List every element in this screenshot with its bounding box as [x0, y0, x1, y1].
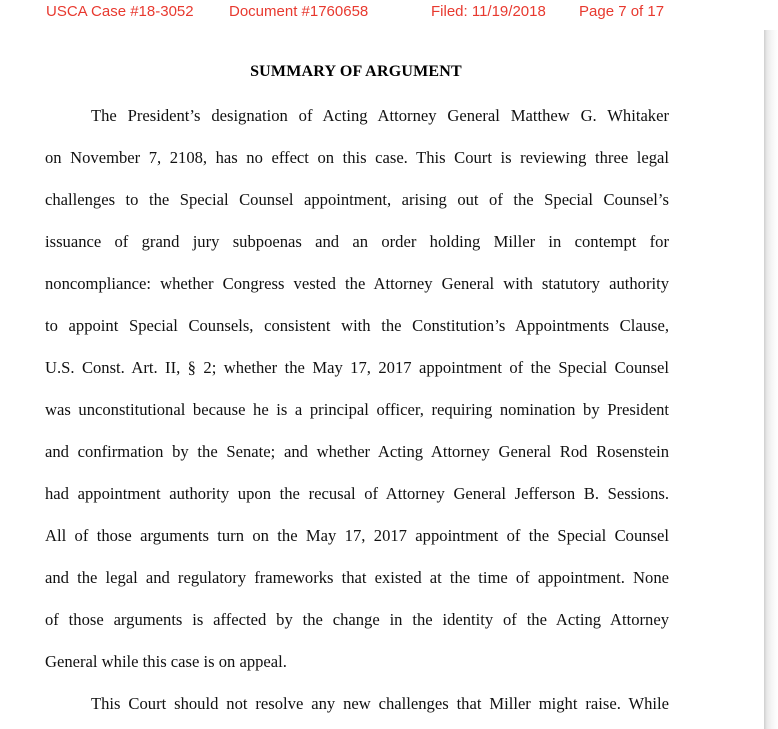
text-line: was unconstitutional because he is a principal officer, requiring nomination by President [45, 400, 669, 419]
text-line: and the legal and regulatory frameworks that existed at the time of appointment. None [45, 568, 669, 587]
text-line: to appoint Special Counsels, consistent with the Constitution’s Appointments Clause, [45, 316, 669, 335]
document-number: Document #1760658 [229, 3, 369, 20]
case-number: USCA Case #18-3052 [46, 3, 194, 20]
text-line: and confirmation by the Senate; and whether Acting Attorney General Rod Rosenstein [45, 442, 669, 461]
filed-date: Filed: 11/19/2018 [431, 3, 546, 20]
text-line: The President’s designation of Acting Attorney General Matthew G. Whitaker [91, 106, 669, 125]
paragraph-1 [45, 103, 669, 691]
paragraph-2 [45, 691, 669, 729]
text-line: of those arguments is affected by the change in the identity of the Acting Attorney [45, 610, 669, 629]
page-indicator: Page 7 of 17 [579, 3, 665, 20]
page-edge-shadow [764, 30, 778, 729]
text-line: challenges to the Special Counsel appointment, arising out of the Special Counsel’s [45, 190, 669, 209]
text-line: on November 7, 2108, has no effect on this case. This Court is reviewing three legal [45, 148, 669, 167]
text-line: noncompliance: whether Congress vested the Attorney General with statutory authority [45, 274, 669, 293]
text-line: issuance of grand jury subpoenas and an order holding Miller in contempt for [45, 232, 669, 251]
text-line: had appointment authority upon the recusal of Attorney General Jefferson B. Sessions. [45, 484, 669, 503]
text-line: This Court should not resolve any new challenges that Miller might raise. While [91, 694, 669, 713]
text-line: All of those arguments turn on the May 17, 2017 appointment of the Special Counsel [45, 526, 669, 545]
section-heading: SUMMARY OF ARGUMENT [250, 63, 462, 80]
ecf-header [0, 3, 765, 25]
text-line: U.S. Const. Art. II, § 2; whether the May 17, 2017 appointment of the Special Counsel [45, 358, 669, 377]
text-line: General while this case is on appeal. [45, 652, 287, 671]
